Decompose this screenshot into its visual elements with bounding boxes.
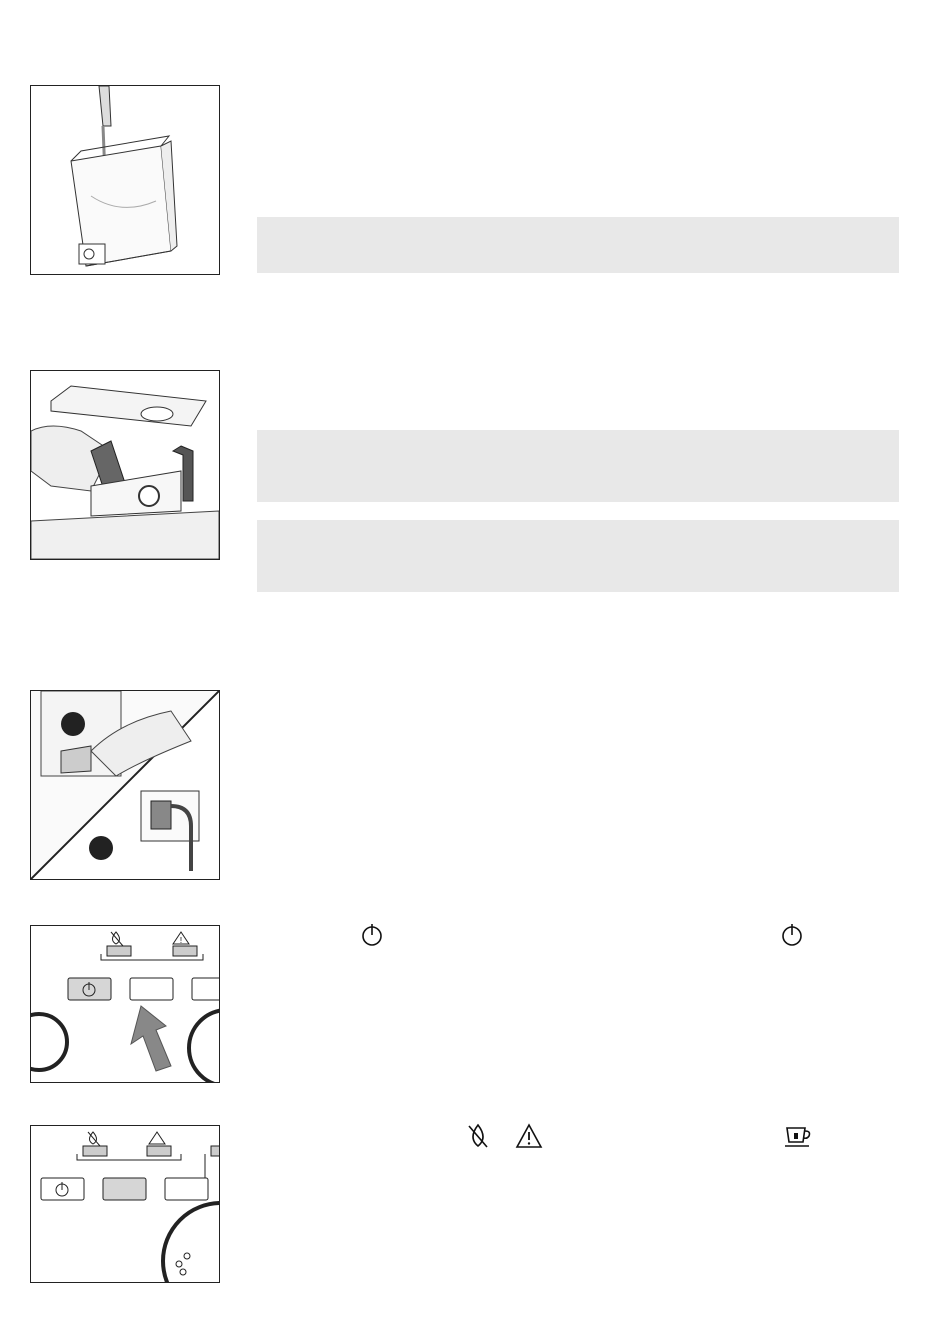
no-water-icon	[465, 1122, 491, 1150]
no-water-led-icon	[111, 932, 123, 946]
power-icon	[360, 922, 384, 948]
warning-led-icon	[173, 932, 189, 945]
warning-icon	[515, 1122, 543, 1150]
note-box-beans-1	[257, 430, 899, 502]
power-icon	[780, 922, 804, 948]
bean-hopper-illustration	[30, 370, 220, 560]
note-box-beans-2	[257, 520, 899, 592]
note-box-water	[257, 217, 899, 273]
control-panel-ready-illustration	[30, 1125, 220, 1283]
control-panel-ready-icon	[31, 1126, 219, 1282]
callout-one	[61, 712, 85, 736]
control-panel-power-illustration	[30, 925, 220, 1083]
power-plug-illustration	[30, 690, 220, 880]
cup-button	[103, 1178, 146, 1200]
callout-two	[89, 836, 113, 860]
svg-text:!: !	[179, 936, 183, 945]
water-tank-tap-icon	[31, 86, 219, 274]
bean-hopper-icon	[31, 371, 219, 559]
cup-icon	[782, 1122, 816, 1150]
power-plug-icon	[31, 691, 219, 879]
water-tank-illustration	[30, 85, 220, 275]
control-panel-power-icon	[31, 926, 219, 1082]
